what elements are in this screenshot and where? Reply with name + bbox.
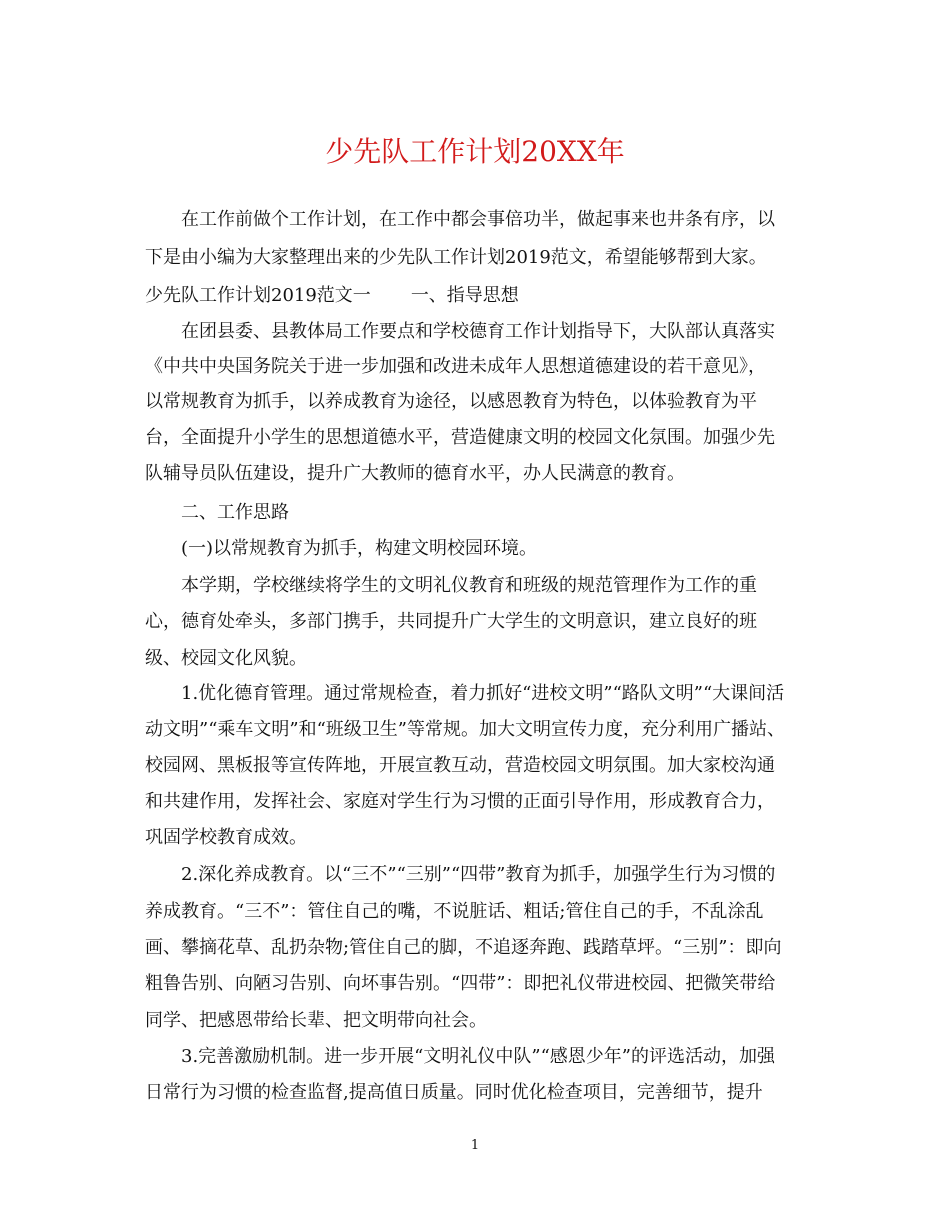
paragraph-line: 二、工作思路 bbox=[145, 502, 289, 523]
paragraph-line: 巩固学校教育成效。 bbox=[145, 827, 307, 848]
paragraph-line: 2.深化养成教育。以“三不”“三别”“四带”教育为抓手，加强学生行为习惯的 bbox=[145, 864, 776, 885]
paragraph-line: 在工作前做个工作计划，在工作中都会事倍功半，做起事来也井条有序，以 bbox=[145, 209, 775, 230]
paragraph-line: 动文明”“乘车文明”和“班级卫生”等常规。加大文明宣传力度，充分利用广播站、 bbox=[145, 719, 786, 740]
section-heading-line bbox=[145, 284, 825, 308]
paragraph-line: 日常行为习惯的检查监督,提高值日质量。同时优化检查项目，完善细节，提升 bbox=[145, 1082, 763, 1103]
paragraph-line: 本学期，学校继续将学生的文明礼仪教育和班级的规范管理作为工作的重 bbox=[145, 575, 757, 596]
paragraph-line: 心，德育处牵头，多部门携手，共同提升广大学生的文明意识，建立良好的班 bbox=[145, 611, 757, 632]
section-heading-part: 少先队工作计划2019范文一 bbox=[145, 285, 371, 306]
paragraph-line: 粗鲁告别、向陋习告别、向坏事告别。“四带”：即把礼仪带进校园、把微笑带给 bbox=[145, 973, 776, 994]
paragraph-line: 级、校园文化风貌。 bbox=[145, 648, 307, 669]
page-number: 1 bbox=[470, 1138, 480, 1153]
paragraph-line: 3.完善激励机制。进一步开展“文明礼仪中队”“感恩少年”的评选活动，加强 bbox=[145, 1046, 775, 1067]
paragraph-line: 台，全面提升小学生的思想道德水平，营造健康文明的校园文化氛围。加强少先 bbox=[145, 427, 775, 448]
paragraph-line: (一)以常规教育为抓手，构建文明校园环境。 bbox=[145, 538, 538, 559]
paragraph-line: 以常规教育为抓手，以养成教育为途径，以感恩教育为特色，以体验教育为平 bbox=[145, 391, 757, 412]
paragraph-line: 《中共中央国务院关于进一步加强和改进未成年人思想道德建设的若干意见》， bbox=[145, 356, 766, 377]
section-heading-part: 一、指导思想 bbox=[410, 285, 519, 306]
paragraph-line: 养成教育。“三不”：管住自己的嘴，不说脏话、粗话;管住自己的手，不乱涂乱 bbox=[145, 901, 764, 922]
paragraph-line: 校园网、黑板报等宣传阵地，开展宣教互动，营造校园文明氛围。加大家校沟通 bbox=[145, 755, 775, 776]
paragraph-line: 和共建作用，发挥社会、家庭对学生行为习惯的正面引导作用，形成教育合力， bbox=[145, 791, 775, 812]
paragraph-line: 画、攀摘花草、乱扔杂物;管住自己的脚，不追逐奔跑、践踏草坪。“三别”：即向 bbox=[145, 937, 782, 958]
paragraph-line: 1.优化德育管理。通过常规检查，着力抓好“进校文明”“路队文明”“大课间活 bbox=[145, 683, 785, 704]
paragraph-line: 同学、把感恩带给长辈、把文明带向社会。 bbox=[145, 1010, 487, 1031]
paragraph-line: 队辅导员队伍建设，提升广大教师的德育水平，办人民满意的教育。 bbox=[145, 463, 685, 484]
paragraph-line: 下是由小编为大家整理出来的少先队工作计划2019范文，希望能够帮到大家。 bbox=[145, 247, 767, 268]
paragraph-line: 在团县委、县教体局工作要点和学校德育工作计划指导下，大队部认真落实 bbox=[145, 321, 775, 342]
document-title: 少先队工作计划20XX年 bbox=[325, 135, 625, 168]
